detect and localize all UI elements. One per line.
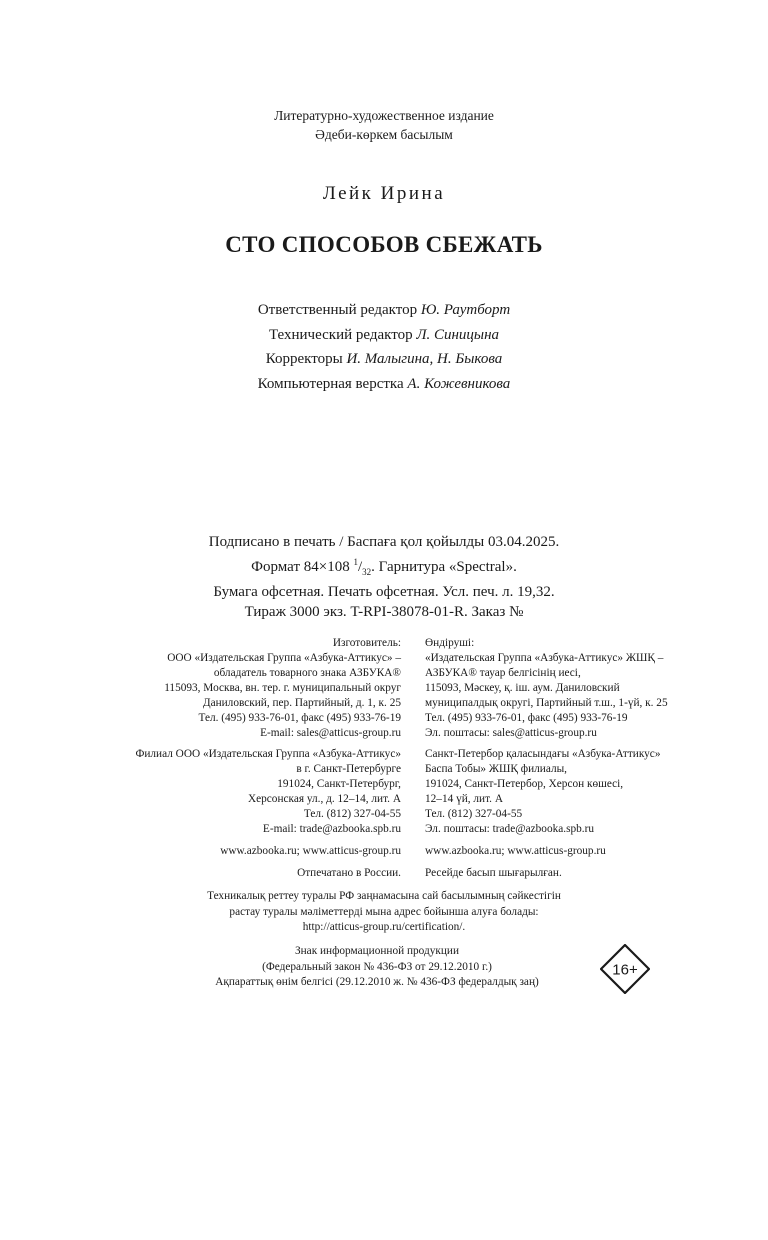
book-title: СТО СПОСОБОВ СБЕЖАТЬ: [225, 232, 543, 257]
address-line: АЗБУКА® тауар белгісінің иесі,: [425, 667, 581, 679]
format-prefix: Формат 84×108: [251, 559, 350, 575]
print-format: Формат 84×108 $^1/_{32}$. Гарнитура «Spectral».: [251, 557, 517, 577]
regulation-line: растау туралы мәліметтерді мына адрес бойынша алуға болады:: [229, 905, 539, 918]
edition-type-ru: Литературно-художественное издание: [274, 108, 494, 123]
address-line: Тел. (812) 327-04-55: [425, 808, 523, 820]
edition-type-kz: Әдеби-көркем басылым: [315, 127, 453, 142]
address-line: 191024, Санкт-Петербор, Херсон көшесі,: [425, 778, 624, 790]
format-sup: 1: [353, 557, 358, 567]
address-line: 12–14 үй, лит. А: [425, 793, 503, 805]
credit-line: [0, 323, 768, 348]
address-line: 115093, Москва, вн. тер. г. муниципальный округ: [164, 682, 401, 694]
address-line: Даниловский, пер. Партийный, д. 1, к. 25: [202, 697, 401, 709]
address-line: в г. Санкт-Петербурге: [296, 763, 401, 775]
address-line: Херсонская ул., д. 12–14, лит. А: [247, 793, 401, 805]
address-line: «Издательская Группа «Азбука-Аттикус» ЖШҚ –: [425, 652, 664, 664]
address-line: обладатель товарного знака АЗБУКА®: [213, 667, 401, 679]
credit-person: Л. Синицына: [416, 326, 500, 343]
address-line: E-mail: trade@azbooka.spb.ru: [262, 823, 401, 835]
manufacturer-label-kz: Өндіруші:: [425, 637, 475, 649]
address-line: Санкт-Петербор қаласындағы «Азбука-Аттикус»: [425, 748, 661, 760]
author-name: Лейк Ирина: [322, 183, 446, 204]
info-line: Ақпараттық өнім белгісі (29.12.2010 ж. № 436-ФЗ федералдық заң): [215, 976, 539, 988]
address-line: 115093, Мәскеу, қ. іш. аум. Даниловский: [425, 682, 620, 694]
credit-person: А. Кожевникова: [407, 375, 511, 392]
print-signed: Подписано в печать / Баспаға қол қойылды 03.04.2025.: [208, 534, 560, 550]
address-line: Эл. поштасы: trade@azbooka.spb.ru: [425, 823, 595, 835]
websites-ru: www.azbooka.ru; www.atticus-group.ru: [220, 845, 401, 857]
company-ru: [121, 651, 401, 741]
age-rating-badge: [600, 944, 650, 994]
address-line: Филиал ООО «Издательская Группа «Азбука-Аттикус»: [135, 748, 401, 760]
address-line: ООО «Издательская Группа «Азбука-Аттикус» –: [167, 652, 401, 664]
credit-line: [0, 347, 768, 372]
credit-person: Ю. Раутборт: [420, 302, 511, 318]
address-line: муниципалдық округі, Партийный т.ш., 1-үй, к. 25: [425, 697, 668, 709]
info-line: Знак информационной продукции: [294, 945, 460, 957]
printed-ru: Отпечатано в России.: [297, 867, 401, 879]
printed-kz: Ресейде басып шығарылған.: [425, 867, 562, 879]
credit-line: [0, 372, 768, 397]
credit-role: Компьютерная верстка: [257, 375, 404, 392]
technical-regulation: [0, 889, 768, 936]
address-line: E-mail: sales@atticus-group.ru: [260, 727, 401, 739]
regulation-line: Техникалық реттеу туралы РФ заңнамасына сай басылымның сәйкестігін: [207, 890, 561, 902]
credit-person: И. Малыгина, Н. Быкова: [346, 351, 503, 367]
address-line: 191024, Санкт-Петербург,: [277, 778, 401, 790]
websites-kz: www.azbooka.ru; www.atticus-group.ru: [425, 845, 606, 857]
format-sub: 32: [362, 567, 372, 577]
info-line: (Федеральный закон № 436-ФЗ от 29.12.2010 г.): [262, 960, 492, 973]
manufacturer-label-ru: Изготовитель:: [332, 637, 401, 649]
address-line: Тел. (812) 327-04-55: [303, 808, 401, 820]
branch-ru: [121, 747, 401, 837]
credit-role: Корректоры: [265, 351, 343, 367]
info-product-mark: [160, 944, 594, 991]
format-suffix: . Гарнитура «Spectral».: [371, 559, 517, 575]
branch-kz: [425, 747, 725, 837]
credit-role: Технический редактор: [268, 326, 413, 343]
edition-type: [0, 106, 768, 144]
print-paper: Бумага офсетная. Печать офсетная. Усл. печ. л. 19,32.: [213, 584, 555, 600]
manufacturer-kz: [425, 636, 725, 881]
manufacturer-ru: [121, 636, 401, 881]
print-run: Тираж 3000 экз. T-RPI-38078-01-R. Заказ №: [244, 604, 524, 620]
address-line: Эл. поштасы: sales@atticus-group.ru: [425, 727, 597, 739]
address-line: Тел. (495) 933-76-01, факс (495) 933-76-19: [425, 712, 628, 724]
company-kz: [425, 651, 725, 741]
print-info: [0, 532, 768, 622]
credits: [0, 298, 768, 396]
regulation-link[interactable]: http://atticus-group.ru/certification/.: [302, 921, 466, 933]
age-rating-text: 16+: [612, 961, 638, 979]
address-line: Тел. (495) 933-76-01, факс (495) 933-76-19: [198, 712, 401, 724]
credit-role: Ответственный редактор: [257, 302, 418, 318]
credit-line: [0, 298, 768, 323]
address-line: Баспа Тобы» ЖШҚ филиалы,: [425, 763, 567, 775]
